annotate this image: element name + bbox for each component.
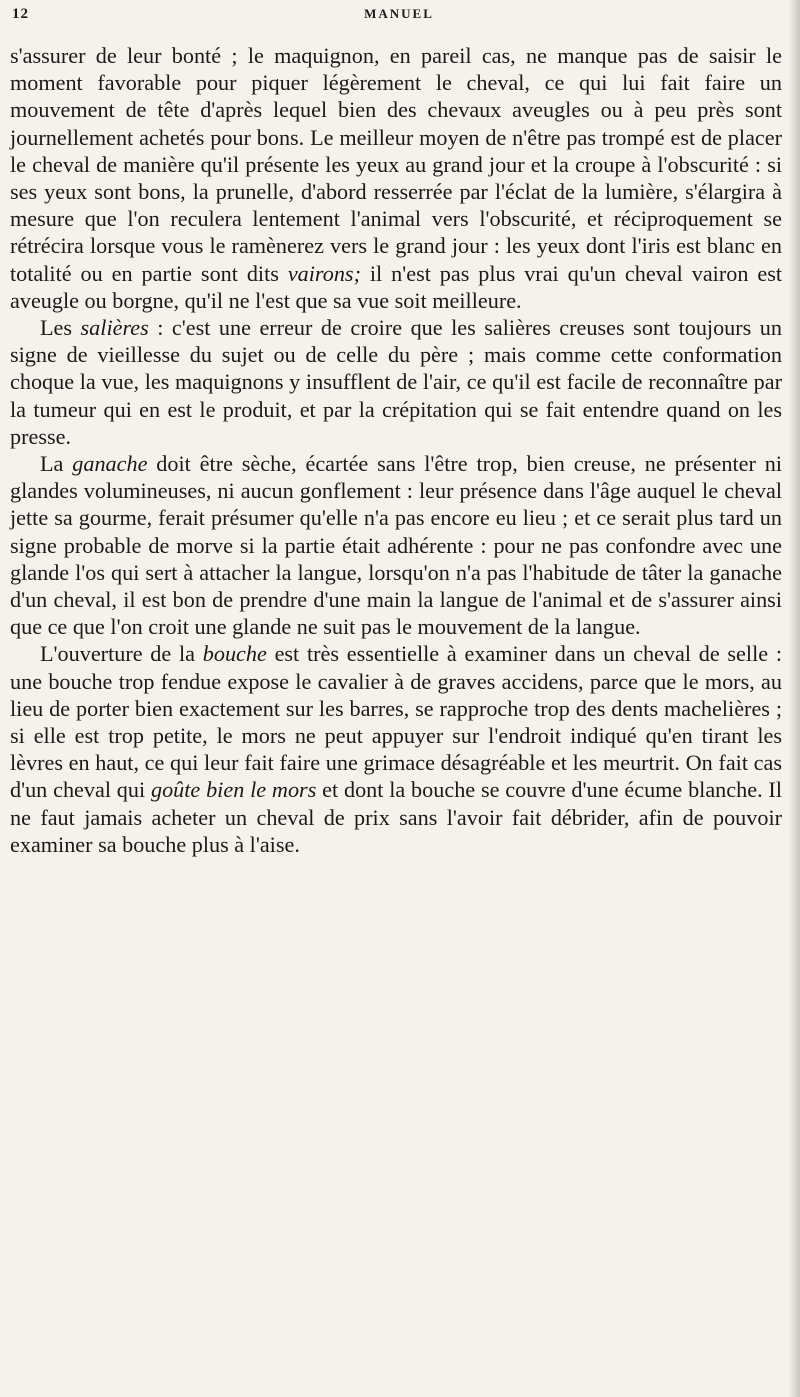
- running-head: [12, 6, 786, 28]
- paragraph-4: [10, 640, 782, 858]
- paragraph-2-text-2: : c'est une erreur de croire que les salières creuses sont toujours un signe de vieillesse du sujet ou de celle du père ; mais comme cette conformation choque la vue, les maquignons y insufflent de l'air, ce qu'il est facile de reconnaître par la tumeur qui en est le produit, et par la crépitation qui se fait entendre quand on les presse.: [10, 315, 782, 449]
- paragraph-4-text-2: est très essentielle à examiner dans un cheval de selle : une bouche trop fendue expose le cavalier à de graves accidens, parce que le mors, au lieu de porter bien exactement sur les barres, se rapproche trop des dents machelières ; si elle est trop petite, le mors ne peut appuyer sur l'endroit indiqué qu'en tirant les lèvres en haut, ce qui leur fait faire une grimace désagréable et les meurtrit. On fait cas d'un cheval qui: [10, 641, 782, 803]
- paragraph-3-italic-ganache: ganache: [72, 451, 148, 477]
- paragraph-3-text-1: La: [40, 451, 73, 477]
- paragraph-2-italic-salieres: salières: [80, 315, 149, 341]
- running-title: MANUEL: [364, 6, 434, 21]
- paragraph-4-italic-bouche: bouche: [202, 641, 267, 667]
- paragraph-3: [10, 450, 782, 640]
- page-edge-shadow: [788, 0, 800, 1397]
- paragraph-4-italic-goute-bien-le-mors: goûte bien le mors: [150, 777, 317, 803]
- paragraph-4-text-1: L'ouverture de la: [40, 641, 203, 667]
- paragraph-4-text-3: et dont la bouche se couvre d'une écume blanche. Il ne faut jamais acheter un cheval de prix sans l'avoir fait débrider, afin de pouvoir examiner sa bouche plus à l'aise.: [10, 777, 782, 857]
- paragraph-2: [10, 314, 782, 450]
- paragraph-1: [10, 42, 782, 314]
- paragraph-1-text-1: s'assurer de leur bonté ; le maquignon, en pareil cas, ne manque pas de saisir le moment favorable pour piquer légèrement le cheval, ce qui lui fait faire un mouvement de tête d'après lequel bien des chevaux aveugles ou à peu près sont journellement achetés pour bons. Le meilleur moyen de n'être pas trompé est de placer le cheval de manière qu'il présente les yeux au grand jour et la croupe à l'obscurité : si ses yeux sont bons, la prunelle, d'abord resserrée par l'éclat de la lumière, s'élargira à mesure que l'on reculera lentement l'animal vers l'obscurité, et réciproquement se rétrécira lorsque vous le ramènerez vers le grand jour : les yeux dont l'iris est blanc en totalité ou en partie sont dits: [10, 43, 782, 286]
- page-number: 12: [12, 6, 29, 22]
- paragraph-1-text-2: il n'est pas plus vrai qu'un cheval vairon est aveugle ou borgne, qu'il ne l'est que sa vue soit meilleure.: [10, 260, 782, 313]
- body-text: [10, 42, 782, 858]
- paragraph-3-text-2: doit être sèche, écartée sans l'être trop, bien creuse, ne présenter ni glandes volumineuses, ni aucun gonflement : leur présence dans l'âge auquel le cheval jette sa gourme, ferait présumer qu'elle n'a pas encore eu lieu ; et ce serait plus tard un signe probable de morve si la partie était adhérente : pour ne pas confondre avec une glande l'os qui sert à attacher la langue, lorsqu'on n'a pas l'habitude de tâter la ganache d'un cheval, il est bon de prendre d'une main la langue de l'animal et de s'assurer ainsi que ce que l'on croit une glande ne suit pas le mouvement de la langue.: [10, 451, 782, 640]
- paragraph-1-italic-vairons: vairons;: [287, 260, 361, 286]
- paragraph-2-text-1: Les: [40, 315, 81, 341]
